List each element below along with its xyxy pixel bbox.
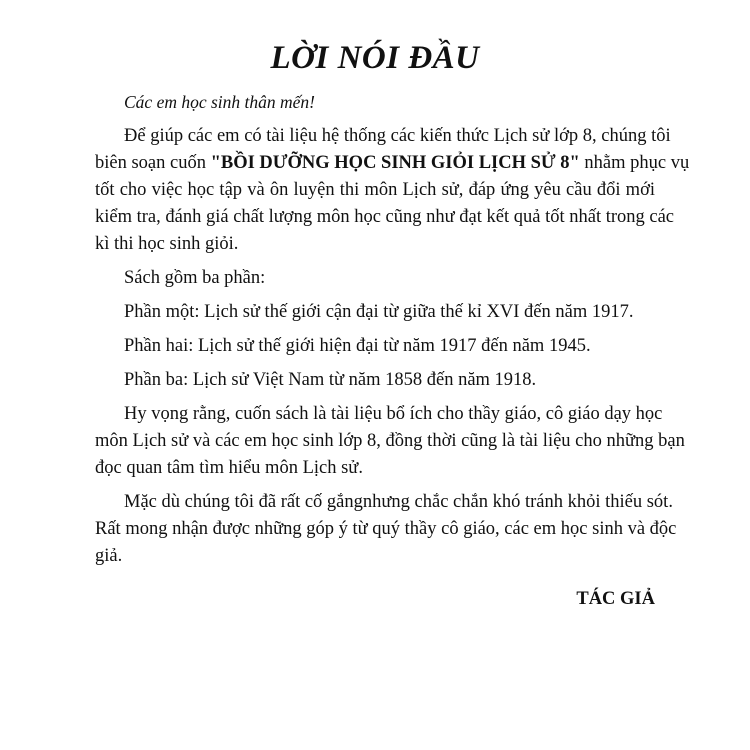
signature: TÁC GIẢ [576,589,655,609]
text-line [95,123,671,150]
text-segment: biên soạn cuốn [95,153,211,173]
text-segment: tốt cho việc học tập và ôn luyện thi môn Lịch sử, đáp ứng yêu cầu đổi mới [95,180,655,200]
paragraph [95,265,655,292]
paragraph [95,123,690,258]
text-segment: Rất mong nhận được những góp ý từ quý thầy cô giáo, các em học sinh và độc [95,519,677,539]
text-line [95,428,685,455]
text-segment: môn Lịch sử và các em học sinh lớp 8, đồng thời cũng là tài liệu cho những bạn [95,431,685,451]
text-line [95,367,655,394]
paragraph [95,299,655,326]
text-segment: kì thi học sinh giỏi. [95,234,239,254]
text-line [95,265,655,292]
text-segment: Để giúp các em có tài liệu hệ thống các kiến thức Lịch sử lớp 8, chúng tôi [124,126,671,146]
paragraph [95,333,655,360]
text-segment: Phần ba: Lịch sử Việt Nam từ năm 1858 đến năm 1918. [124,370,537,390]
text-line [95,333,655,360]
text-segment: giả. [95,546,123,566]
text-segment: kiểm tra, đánh giá chất lượng môn học cũng như đạt kết quả tốt nhất trong các [95,207,675,227]
greeting: Các em học sinh thân mến! [124,92,316,112]
text-line [95,177,655,204]
text-line [95,299,655,326]
text-segment: nhằm phục vụ [579,153,690,173]
preface-body [95,123,690,577]
text-segment: Phần hai: Lịch sử thế giới hiện đại từ năm 1917 đến năm 1945. [124,336,591,356]
text-line [95,516,677,543]
page-title: LỜI NÓI ĐẦU [270,40,480,76]
text-segment: Hy vọng rằng, cuốn sách là tài liệu bổ ích cho thầy giáo, cô giáo dạy học [124,404,663,424]
text-line [95,543,655,570]
text-segment: đọc quan tâm tìm hiểu môn Lịch sử. [95,458,363,478]
paragraph [95,489,677,570]
text-segment: Mặc dù chúng tôi đã rất cố gắngnhưng chắc chắn khó tránh khỏi thiếu sót. [124,492,673,512]
book-title: "BỒI DƯỠNG HỌC SINH GIỎI LỊCH SỬ 8" [210,153,580,173]
text-line [95,231,655,258]
paragraph [95,367,655,394]
text-line [95,204,675,231]
text-line [95,455,655,482]
text-line [95,489,673,516]
text-segment: Sách gồm ba phần: [124,268,266,288]
text-line [95,150,690,177]
text-line [95,401,663,428]
text-segment: Phần một: Lịch sử thế giới cận đại từ giữa thế kỉ XVI đến năm 1917. [124,302,634,322]
paragraph [95,401,685,482]
